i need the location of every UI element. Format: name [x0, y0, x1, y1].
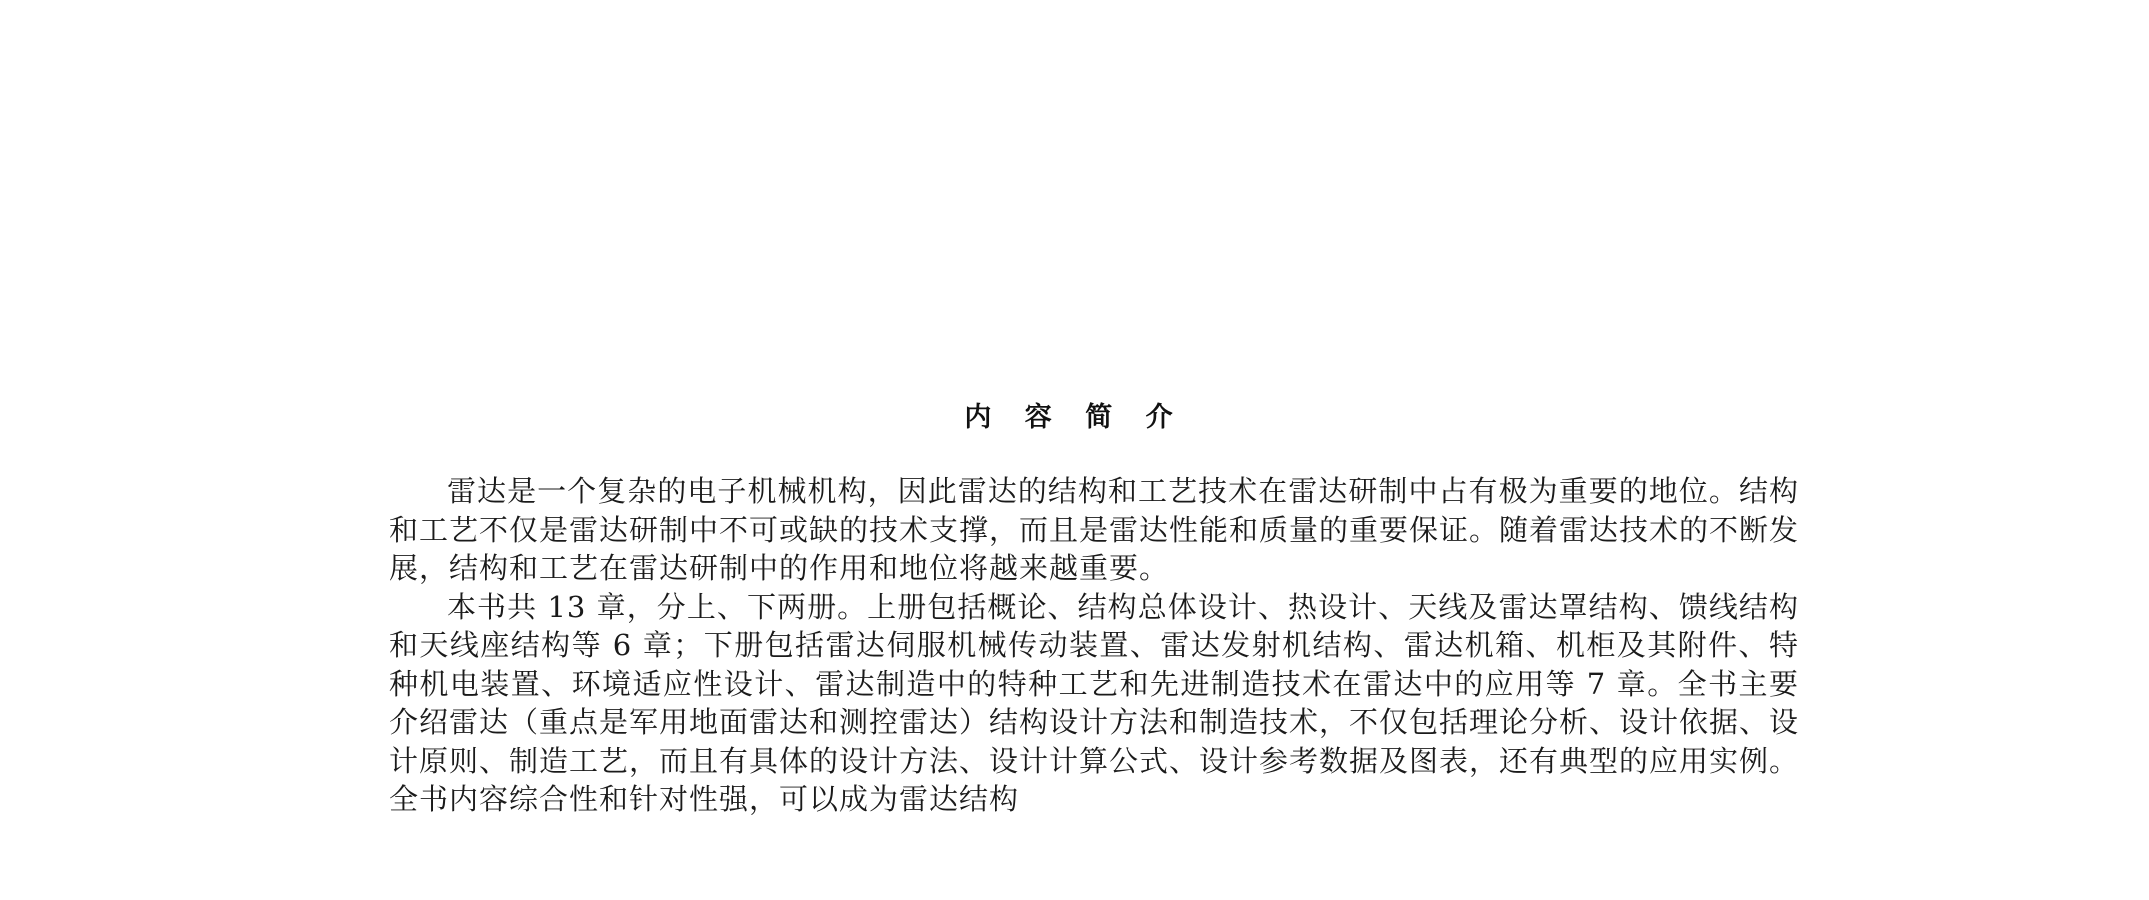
- paragraph-1: 雷达是一个复杂的电子机械机构，因此雷达的结构和工艺技术在雷达研制中占有极为重要的地位。结构和工艺不仅是雷达研制中不可或缺的技术支撑，而且是雷达性能和质量的重要保证。随着雷达技术的不断发展，结构和工艺在雷达研制中的作用和地位将越来越重要。: [389, 474, 1800, 585]
- paragraph-2: 本书共 13 章，分上、下两册。上册包括概论、结构总体设计、热设计、天线及雷达罩结构、馈线结构和天线座结构等 6 章；下册包括雷达伺服机械传动装置、雷达发射机结构、雷达机箱、机柜及其附件、特种机电装置、环境适应性设计、雷达制造中的特种工艺和先进制造技术在雷达中的应用等 7 章。全书主要介绍雷达（重点是军用地面雷达和测控雷达）结构设计方法和制造技术，不仅包括理论分析、设计依据、设计原则、制造工艺，而且有具体的设计方法、设计计算公式、设计参考数据及图表，还有典型的应用实例。全书内容综合性和针对性强，可以成为雷达结构: [389, 589, 1800, 816]
- section-title: 内 容 简 介: [964, 402, 1185, 433]
- body-text: [389, 472, 1799, 819]
